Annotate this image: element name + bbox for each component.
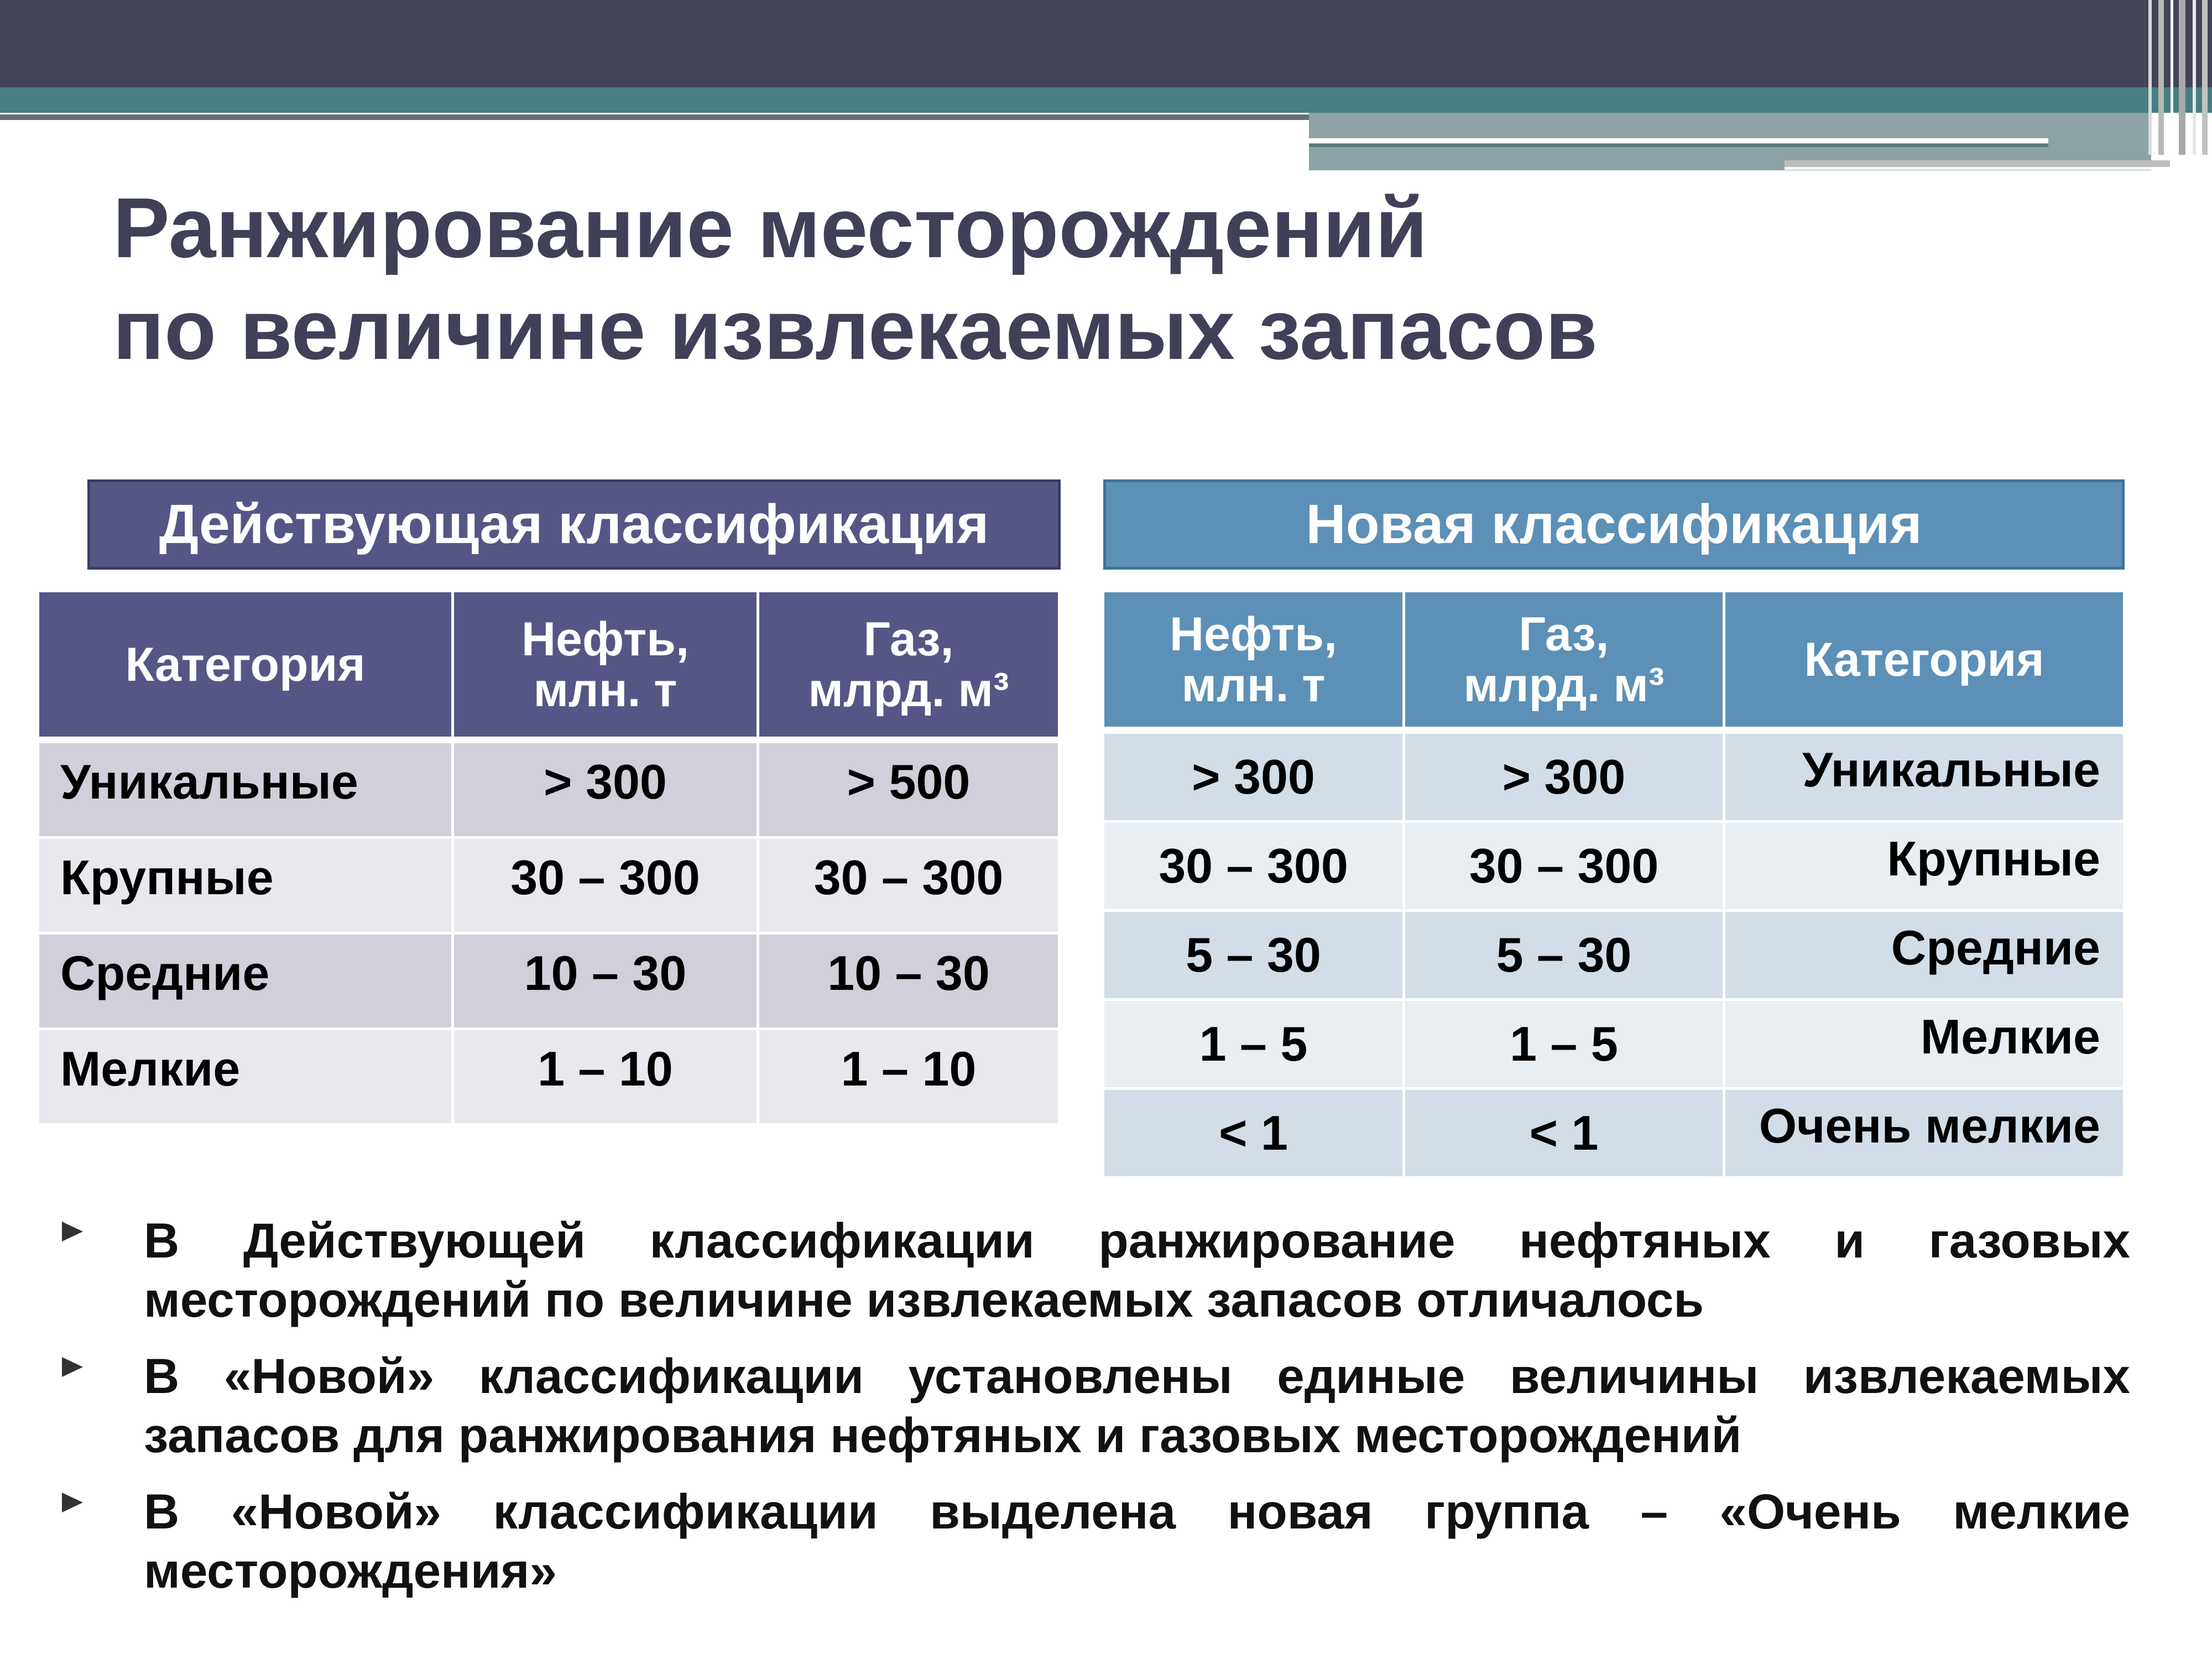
banner-vertical-stripe — [2148, 0, 2152, 155]
slide-title-line: по величине извлекаемых запасов — [113, 282, 1598, 377]
table-cell-gas: 30 – 300 — [1405, 823, 1723, 909]
table-cell-oil: < 1 — [1104, 1090, 1402, 1176]
bullet-line: запасов для ранжирования нефтяных и газовых месторождений — [144, 1407, 1742, 1463]
bullet-item — [0, 1347, 2130, 1465]
table-cell-gas: 1 – 10 — [759, 1030, 1058, 1123]
column-header-category: Категория — [39, 592, 451, 737]
table-cell-gas: 10 – 30 — [759, 935, 1058, 1027]
column-header-category: Категория — [1725, 592, 2123, 727]
table-cell-oil: 30 – 300 — [1104, 823, 1402, 909]
table-cell-category: Крупные — [39, 839, 451, 932]
bullet-line: месторождения» — [144, 1543, 557, 1598]
table-cell-category: Очень мелкие — [1725, 1090, 2123, 1176]
table-cell-oil: > 300 — [1104, 734, 1402, 820]
current-classification-table — [39, 592, 1058, 1123]
banner-vertical-stripe — [2202, 0, 2208, 155]
banner-gray-line-highlight — [1785, 167, 2170, 170]
column-header-gas: Газ, млрд. м³ — [1405, 592, 1723, 727]
top-banner-dark — [0, 0, 2212, 88]
table-cell-category: Мелкие — [1725, 1001, 2123, 1087]
current-classification-heading: Действующая классификация — [87, 479, 1061, 570]
bullet-list — [0, 1211, 2212, 1618]
banner-white-line — [1309, 138, 2048, 143]
banner-vertical-stripe — [2193, 0, 2196, 155]
table-cell-category: Уникальные — [39, 743, 451, 836]
banner-vertical-stripe — [2179, 0, 2185, 155]
slide-title — [113, 177, 1598, 380]
table-cell-oil: 5 – 30 — [1104, 912, 1402, 998]
table-cell-gas: 1 – 5 — [1405, 1001, 1723, 1087]
table-cell-oil: 10 – 30 — [454, 935, 757, 1027]
bullet-line: В Действующей классификации ранжирование нефтяных и газовых — [144, 1213, 2130, 1268]
table-cell-oil: > 300 — [454, 743, 757, 836]
new-classification-table — [1104, 592, 2123, 1176]
table-cell-gas: < 1 — [1405, 1090, 1723, 1176]
bullet-item — [0, 1482, 2130, 1600]
slide-title-line: Ранжирование месторождений — [113, 180, 1428, 275]
table-cell-category: Средние — [1725, 912, 2123, 998]
column-header-gas: Газ, млрд. м³ — [759, 592, 1058, 737]
bullet-line: месторождений по величине извлекаемых запасов отличалось — [144, 1272, 1704, 1327]
table-cell-oil: 1 – 5 — [1104, 1001, 1402, 1087]
banner-gray-line — [1785, 160, 2170, 167]
table-cell-gas: > 300 — [1405, 734, 1723, 820]
column-header-oil: Нефть, млн. т — [1104, 592, 1402, 727]
bullet-triangle-icon — [62, 1493, 83, 1512]
bullet-triangle-icon — [62, 1357, 83, 1377]
banner-vertical-stripe — [2171, 0, 2173, 155]
table-cell-oil: 30 – 300 — [454, 839, 757, 932]
table-cell-category: Крупные — [1725, 823, 2123, 909]
top-banner-teal-stripe — [0, 87, 2212, 113]
table-cell-category: Мелкие — [39, 1030, 451, 1123]
bullet-item — [0, 1211, 2130, 1329]
bullet-triangle-icon — [62, 1222, 83, 1241]
bullet-line: В «Новой» классификации выделена новая группа – «Очень мелкие — [144, 1484, 2130, 1539]
table-cell-gas: 5 – 30 — [1405, 912, 1723, 998]
table-cell-oil: 1 – 10 — [454, 1030, 757, 1123]
column-header-oil: Нефть, млн. т — [454, 592, 757, 737]
banner-divider-line — [0, 114, 1309, 120]
banner-vertical-stripe — [2158, 0, 2164, 155]
table-cell-gas: > 500 — [759, 743, 1058, 836]
banner-dark-line — [1309, 144, 2048, 147]
bullet-line: В «Новой» классификации установлены единые величины извлекаемых — [144, 1348, 2130, 1404]
table-cell-category: Средние — [39, 935, 451, 1027]
table-cell-category: Уникальные — [1725, 734, 2123, 820]
table-cell-gas: 30 – 300 — [759, 839, 1058, 932]
new-classification-heading: Новая классификация — [1103, 479, 2125, 570]
